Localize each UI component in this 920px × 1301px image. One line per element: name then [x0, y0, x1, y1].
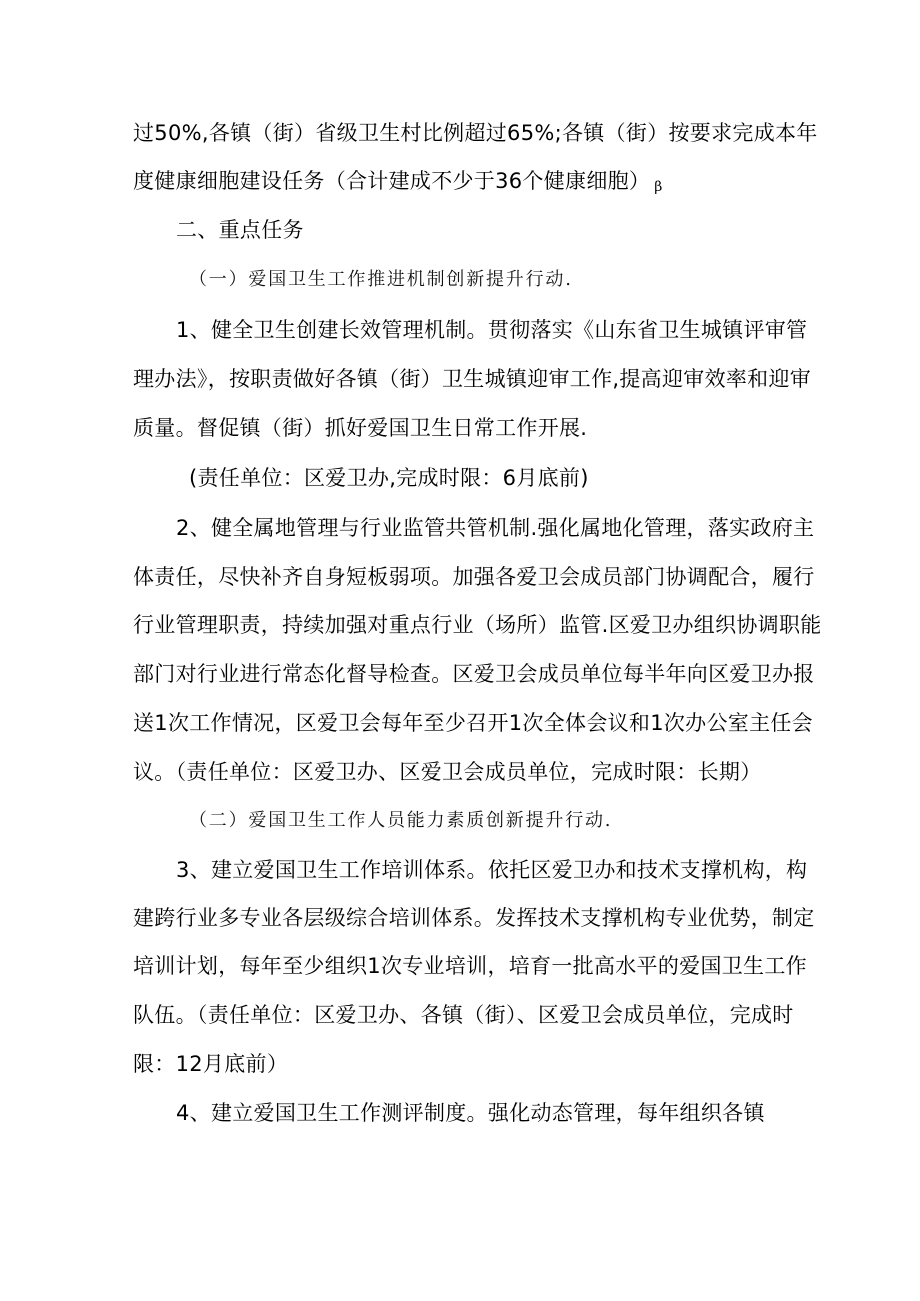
- section-heading-key-tasks: 二、重点任务: [176, 218, 304, 242]
- text-line-1: 过50%,各镇（街）省级卫生村比例超过65%;各镇（街）按要求完成本年: [133, 121, 818, 145]
- text-line-item-1-c: 质量。督促镇（街）抓好爱国卫生日常工作开展.: [133, 416, 588, 440]
- text-line-item-3-d: 队伍。（责任单位：区爱卫办、各镇（街）、区爱卫会成员单位，完成时: [133, 1003, 794, 1027]
- text-line-2-content: 度健康细胞建设任务（合计建成不少于36个健康细胞）: [133, 169, 651, 193]
- responsibility-note-item-1: (责任单位：区爱卫办,完成时限：6月底前): [189, 466, 589, 490]
- text-line-item-3-e: 限：12月底前）: [133, 1052, 289, 1076]
- text-line-2: [133, 166, 663, 202]
- text-line-item-3-c: 培训计划，每年至少组织1次专业培训，培育一批高水平的爱国卫生工作: [133, 954, 807, 978]
- text-line-item-2-c: 行业管理职责，持续加强对重点行业（场所）监管.区爱卫办组织协调职能: [133, 613, 822, 637]
- text-line-item-2-b: 体责任，尽快补齐自身短板弱项。加强各爱卫会成员部门协调配合，履行: [133, 565, 815, 589]
- text-line-item-3-b: 建跨行业多专业各层级综合培训体系。发挥技术支撑机构专业优势，制定: [133, 906, 815, 930]
- text-line-item-2-d: 部门对行业进行常态化督导检查。区爱卫会成员单位每半年向区爱卫办报: [133, 662, 815, 686]
- stray-beta-mark: β: [654, 179, 663, 195]
- text-line-item-4-a: 4、建立爱国卫生工作测评制度。强化动态管理，每年组织各镇: [176, 1101, 765, 1125]
- subheading-mechanism-innovation: （一）爱国卫生工作推进机制创新提升行动.: [189, 269, 573, 290]
- text-line-item-1-b: 理办法》，按职责做好各镇（街）卫生城镇迎审工作,提高迎审效率和迎审: [133, 367, 812, 391]
- text-line-item-1-a: 1、健全卫生创建长效管理机制。贯彻落实《山东省卫生城镇评审管: [176, 318, 808, 342]
- text-line-item-2-e: 送1次工作情况，区爱卫会每年至少召开1次全体会议和1次办公室主任会: [133, 711, 813, 735]
- text-line-item-3-a: 3、建立爱国卫生工作培训体系。依托区爱卫办和技术支撑机构，构: [176, 858, 808, 882]
- text-line-item-2-f: 议。（责任单位：区爱卫办、区爱卫会成员单位，完成时限：长期）: [133, 760, 762, 784]
- subheading-personnel-capability: （二）爱国卫生工作人员能力素质创新提升行动.: [189, 810, 613, 831]
- text-line-item-2-a: 2、健全属地管理与行业监管共管机制.强化属地化管理，落实政府主: [176, 516, 815, 540]
